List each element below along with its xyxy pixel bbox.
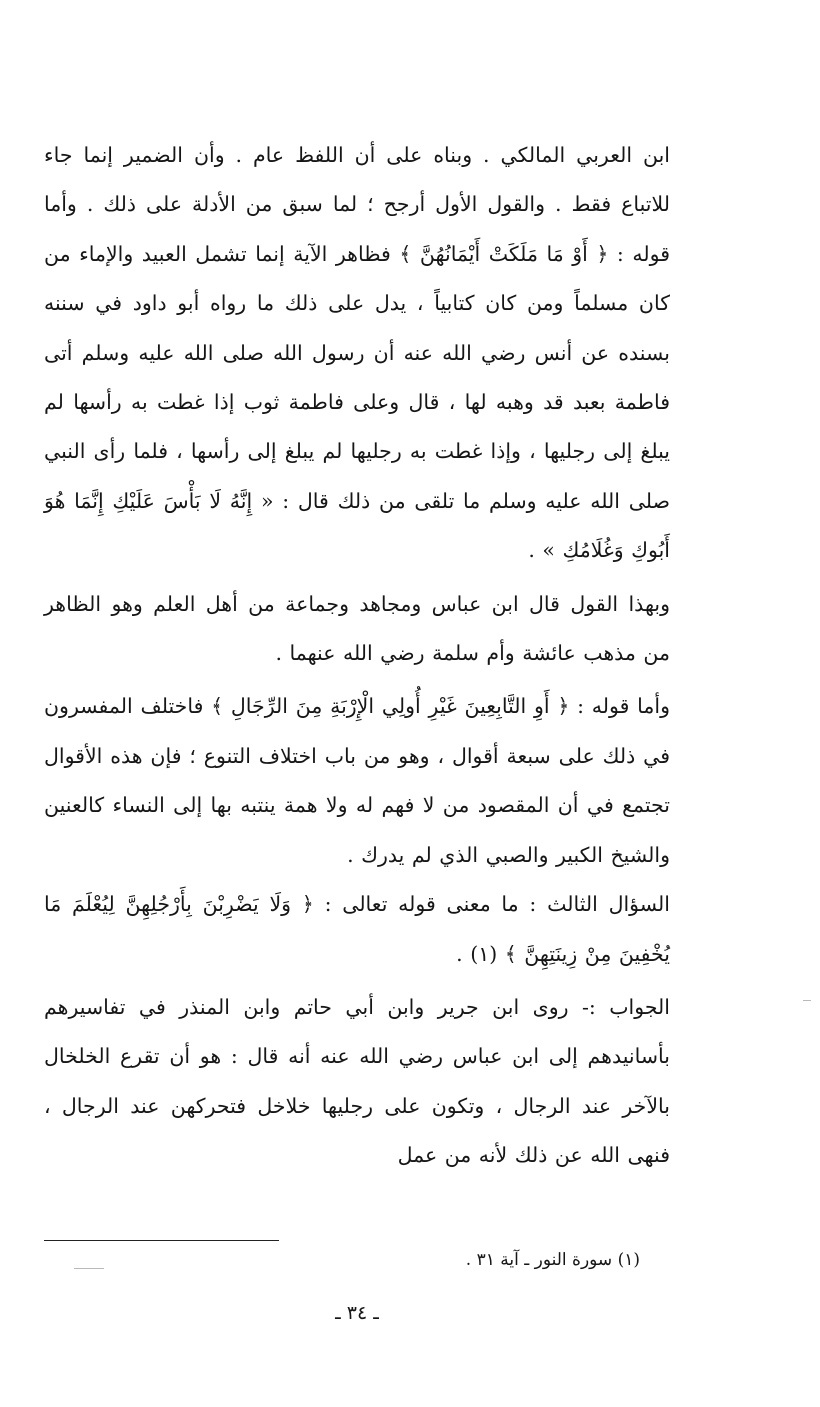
page-number: ـ ٣٤ ـ xyxy=(335,1302,379,1324)
body-text xyxy=(44,131,670,1181)
footnote: (١) سورة النور ـ آية ٣١ . xyxy=(465,1250,640,1270)
document-page xyxy=(44,0,670,1407)
scan-speck xyxy=(74,1268,104,1269)
paragraph-3: وأما قوله : ﴿ أَوِ التَّابِعِينَ غَيْرِ أُولِي الْإِرْبَةِ مِنَ الرِّجَالِ ﴾ فاختلف المفسرون في ذلك على سبعة أقوال ، وهو من باب اختلاف التنوع ؛ فإن هذه الأقوال تجتمع في أن المقصود من لا فهم له ولا همة ينتبه بها إلى النساء كالعنين والشيخ الكبير والصبي الذي لم يدرك . xyxy=(44,694,670,867)
footnote-divider xyxy=(44,1240,279,1241)
paragraph-5: الجواب :- روى ابن جرير وابن أبي حاتم وابن المنذر في تفاسيرهم بأسانيدهم إلى ابن عباس رضي الله عنه أنه قال : هو أن تقرع الخلخال بالآخر عند الرجال ، وتكون على رجليها خلاخل فتحركهن عند الرجال ، فنهى الله عن ذلك لأنه من عمل xyxy=(44,994,670,1168)
scan-speck xyxy=(803,1000,811,1001)
paragraph-2: وبهذا القول قال ابن عباس ومجاهد وجماعة من أهل العلم وهو الظاهر من مذهب عائشة وأم سلمة رضي الله عنهما . xyxy=(44,591,670,666)
paragraph-1: ابن العربي المالكي . وبناه على أن اللفظ عام . وأن الضمير إنما جاء للاتباع فقط . والقول الأول أرجح ؛ لما سبق من الأدلة على ذلك . وأما قوله : ﴿ أَوْ مَا مَلَكَتْ أَيْمَانُهُنَّ ﴾ فظاهر الآية إنما تشمل العبيد والإماء من كان مسلماً ومن كان كتابياً ، يدل على ذلك ما رواه أبو داود في سننه بسنده عن أنس رضي الله عنه أن رسول الله صلى الله عليه وسلم أتى فاطمة بعبد قد وهبه لها ، قال وعلى فاطمة ثوب إذا غطت به رأسها لم يبلغ إلى رجليها ، وإذا غطت به رجليها لم يبلغ إلى رأسها ، فلما رأى النبي صلى الله عليه وسلم ما تلقى من ذلك قال : « إِنَّهُ لَا بَأْسَ عَلَيْكِ إِنَّمَا هُوَ أَبُوكِ وَغُلَامُكِ » . xyxy=(44,143,670,563)
paragraph-4: السؤال الثالث : ما معنى قوله تعالى : ﴿ وَلَا يَضْرِبْنَ بِأَرْجُلِهِنَّ لِيُعْلَمَ مَا يُخْفِينَ مِنْ زِينَتِهِنَّ ﴾ (١) . xyxy=(44,892,670,966)
